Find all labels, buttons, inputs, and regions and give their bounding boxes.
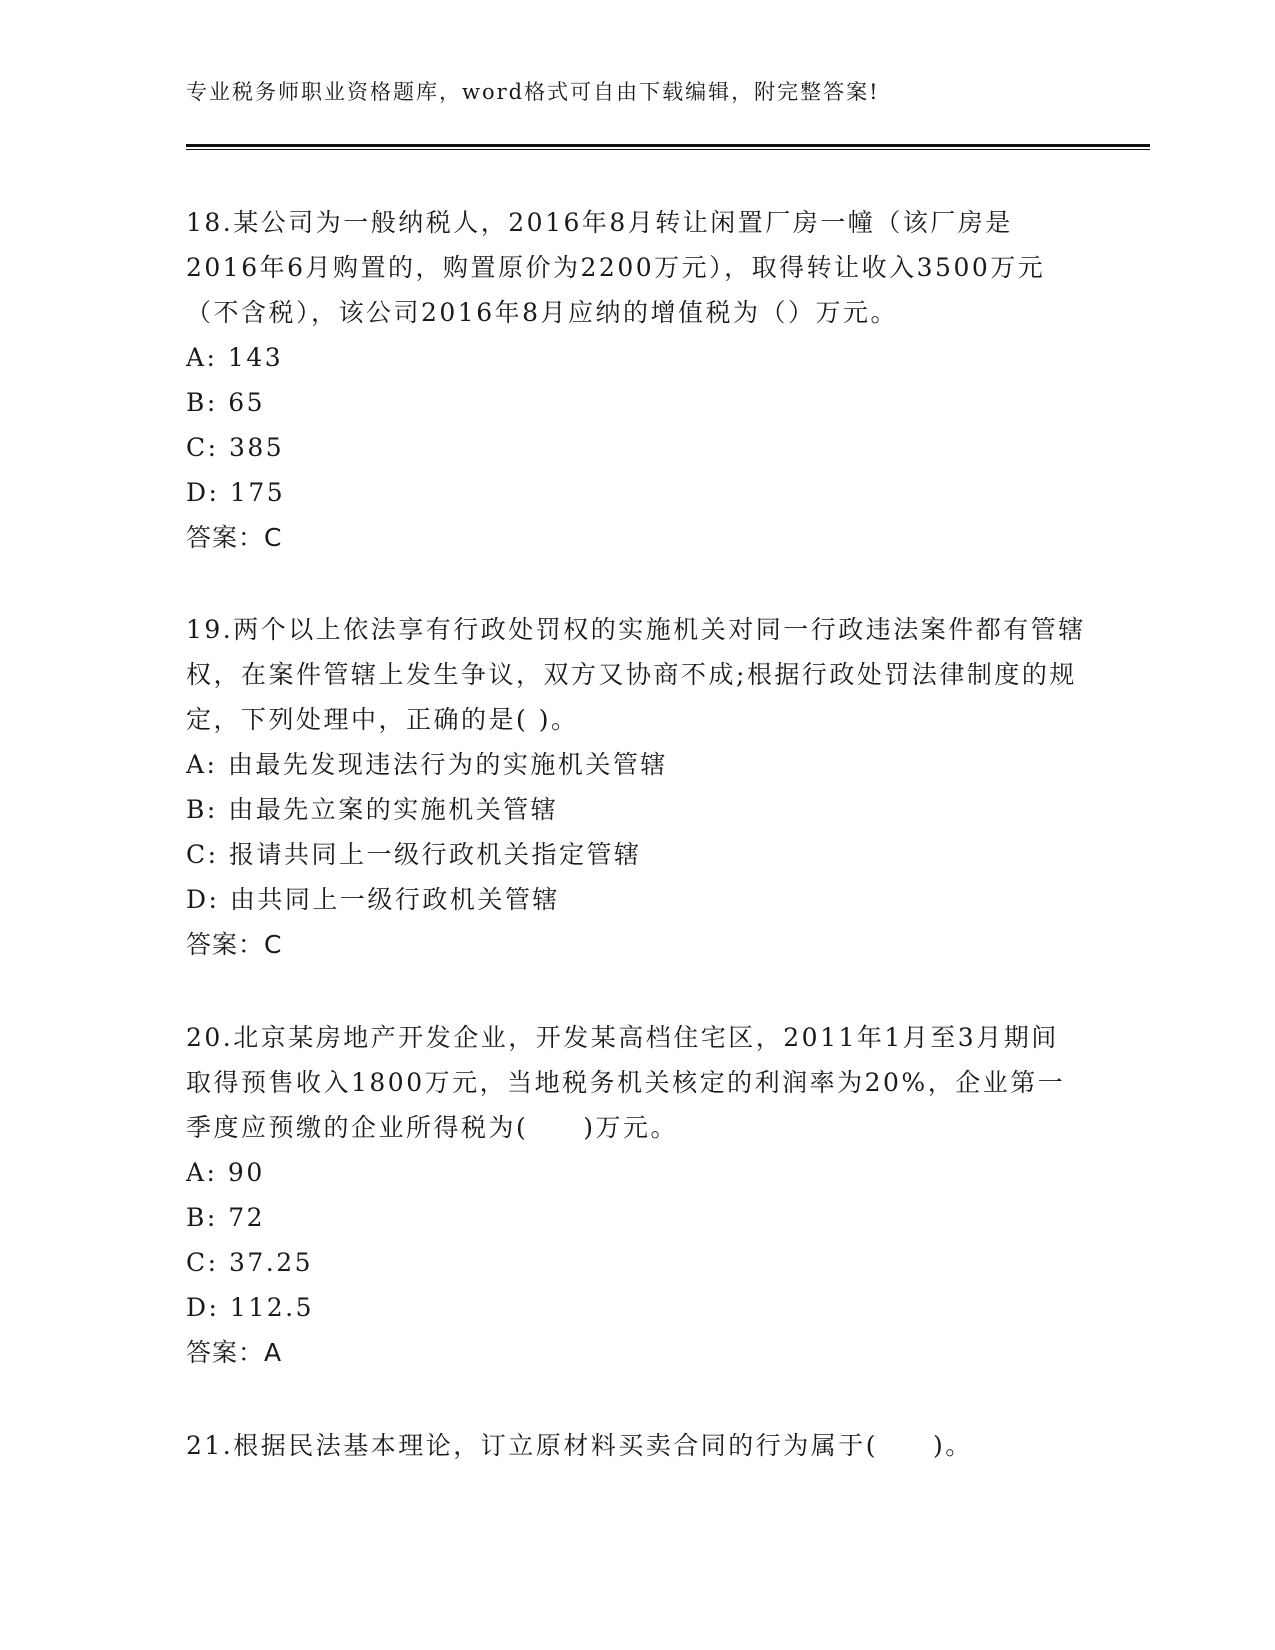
answer: 答案：C [186,930,283,959]
answer: 答案：A [186,1338,283,1367]
question-stem: 20.北京某房地产开发企业，开发某高档住宅区，2011年1月至3月期间取得预售收入1800万元，当地税务机关核定的利润率为20%，企业第一季度应预缴的企业所得税为( )万元。 [186,1023,1066,1142]
option-b: B: 72 [186,1203,266,1232]
option-b: B: 65 [186,388,266,417]
question-stem: 21.根据民法基本理论，订立原材料买卖合同的行为属于( )。 [186,1431,973,1460]
answer: 答案：C [186,523,283,552]
option-b: B: 由最先立案的实施机关管辖 [186,795,559,824]
page-header: 专业税务师职业资格题库，word格式可自由下载编辑，附完整答案! [186,80,880,104]
option-d: D: 175 [186,478,286,507]
option-a: A: 由最先发现违法行为的实施机关管辖 [186,750,668,779]
header-divider [186,144,1150,147]
option-d: D: 由共同上一级行政机关管辖 [186,885,560,914]
option-c: C: 385 [186,433,285,462]
question-stem: 18.某公司为一般纳税人，2016年8月转让闲置厂房一幢（该厂房是2016年6月购置的，购置原价为2200万元），取得转让收入3500万元（不含税），该公司2016年8月应纳的增值税为（）万元。 [186,208,1046,327]
option-c: C: 报请共同上一级行政机关指定管辖 [186,840,642,869]
question-20 [186,1015,1086,1375]
option-c: C: 37.25 [186,1248,314,1277]
question-19 [186,607,1086,967]
option-a: A: 90 [186,1158,265,1187]
option-a: A: 143 [186,343,284,372]
question-21 [186,1423,1086,1468]
question-18 [186,200,1086,560]
option-d: D: 112.5 [186,1293,314,1322]
question-stem: 19.两个以上依法享有行政处罚权的实施机关对同一行政违法案件都有管辖权，在案件管辖上发生争议，双方又协商不成;根据行政处罚法律制度的规定，下列处理中，正确的是( )。 [186,615,1086,734]
